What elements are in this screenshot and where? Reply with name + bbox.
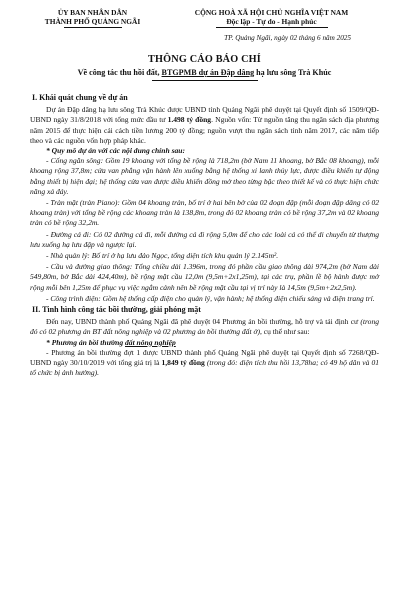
heading-underlined: đất nông nghiệp bbox=[125, 337, 176, 347]
national-motto bbox=[164, 8, 379, 28]
scope-heading: * Quy mô dự án với các nội dung chính sau: bbox=[46, 146, 185, 156]
motto-line-2: Độc lập - Tự do - Hạnh phúc bbox=[226, 17, 317, 26]
list-item: - Công trình điện: Gồm hệ thống cấp điện cho quản lý, vận hành; hệ thống điện chiếu sáng và điện trang trí. bbox=[46, 293, 375, 303]
list-item: - Nhà quản lý: Bố trí ở hạ lưu đảo Ngọc, tổng diện tích khu quản lý 2.145m². bbox=[46, 251, 279, 261]
compensation-heading bbox=[30, 338, 379, 348]
paragraph-text: , cụ thể như sau: bbox=[259, 327, 310, 337]
total-investment: 1.498 tỷ đồng bbox=[167, 115, 212, 125]
list-item: - Cầu và đường giao thông: Tổng chiều dài 1.396m, trong đó phần cầu giao thông dài 974,2m (bờ Nam dài 549,80m, bờ Bắc dài 424,40m), bề rộng mặt cầu 12,0m (9,5m+2x1,25m), tại các trụ, phần lề bộ hành được mở rộng mỗi bên 1,25m để phục vụ việc ngắm cảnh nên bề rộng mặt cầu tại vị trí này là 14,5m (9,5m+2x2,5m). bbox=[30, 262, 379, 292]
list-item: - Tràn mặt (tràn Piano): Gồm 04 khoang tràn, bố trí ở hai bên bờ của 02 đoạn đập (mỗi đoạn đập dâng có 02 khoang tràn) với tổng bề rộng các khoang tràn là 138,8m, trong đó 02 khoang tràn có bề rộng 37,2m và 02 khoang tràn có bề rộng 32,2m. bbox=[30, 198, 379, 228]
authority-line-2: THÀNH PHỐ QUẢNG NGÃI bbox=[44, 17, 141, 26]
document-subtitle bbox=[30, 68, 379, 77]
authority-line-1: ỦY BAN NHÂN DÂN bbox=[57, 8, 128, 17]
title-divider bbox=[152, 80, 258, 81]
subtitle-pre: Về công tác thu hồi đất, bbox=[77, 68, 162, 77]
subtitle-underlined: BTGPMB dự án Đập dâng bbox=[161, 68, 255, 77]
paragraph-text: Đến nay, UBND thành phố Quảng Ngãi đã phê duyệt 04 Phương án bồi thường, hỗ trợ và tái định cư bbox=[46, 317, 361, 327]
section-2-heading: II. Tình hình công tác bồi thường, giải phóng mặt bbox=[32, 305, 201, 315]
document-header bbox=[30, 8, 379, 28]
document-title: THÔNG CÁO BÁO CHÍ bbox=[148, 54, 261, 65]
compensation-paragraph bbox=[30, 348, 379, 379]
paragraph-italic: (trong đó: diện tích thu hồi 13,78ha; có 49 hộ dân và 01 tổ chức bị ảnh hưởng). bbox=[30, 358, 379, 378]
place-date: TP. Quảng Ngãi, ngày 02 tháng 6 năm 2025 bbox=[224, 34, 351, 42]
motto-line-1: CỘNG HOÀ XÃ HỘI CHỦ NGHĨA VIỆT NAM bbox=[194, 8, 349, 17]
document-body bbox=[30, 93, 379, 378]
compensation-value: 1,849 tỷ đồng bbox=[161, 358, 205, 368]
section-1-heading: I. Khái quát chung về dự án bbox=[32, 93, 128, 102]
paragraph-text: . Nguồn vốn: Từ nguồn tăng thu ngân sách địa phương năm 2015 để thực hiện cải cách tiền lương 200 tỷ đồng; nguồn vượt thu ngân sách tỉnh năm 2017, các năm tiếp theo và các nguồn vốn hợp pháp khác. bbox=[30, 115, 379, 145]
section-2-paragraph bbox=[30, 317, 379, 337]
list-item: - Đường cá đi: Có 02 đường cá đi, mỗi đường cá đi rộng 5,0m để cho các loài cá có thể di chuyển từ thượng lưu xuống hạ lưu đập và ngược lại. bbox=[30, 229, 379, 249]
subtitle-post: hạ lưu sông Trà Khúc bbox=[254, 68, 332, 77]
authority-underline bbox=[64, 27, 122, 28]
list-item: - Cống ngăn sông: Gồm 19 khoang với tổng bề rộng là 718,2m (bờ Nam 11 khoang, bờ Bắc 08 khoang), mỗi khoang rộng 37,8m; cửa van phẳng vận hành lên xuống bằng hệ thống xi lanh thủy lực, được điều khiển tự động bằng thiết bị hiện đại; hệ thống cửa van được điều khiển đồng mở theo từng bậc theo thiết kế và có thực hiện chức năng xả đáy. bbox=[30, 156, 379, 196]
paragraph-italic: (trong đó có 02 phương án BT đất nông nghiệp và 02 phương án bồi thường đất ở) bbox=[30, 317, 379, 337]
paragraph-text: - Phương án bồi thường đợt 1 được UBND thành phố Quảng Ngãi phê duyệt tại Quyết định số 7268/QĐ-UBND ngày 30/10/2019 với tổng giá trị là bbox=[30, 347, 379, 368]
section-1-paragraph bbox=[30, 105, 379, 146]
motto-underline bbox=[216, 27, 328, 28]
issuing-authority bbox=[30, 8, 155, 28]
heading-pre: * Phương án bồi thường bbox=[46, 337, 126, 347]
paragraph-text: Dự án Đập dâng hạ lưu sông Trà Khúc được UBND tỉnh Quảng Ngãi phê duyệt tại Quyết định số 1509/QĐ-UBND ngày 31/8/2018 với tổng mức đầu tư bbox=[30, 105, 379, 125]
